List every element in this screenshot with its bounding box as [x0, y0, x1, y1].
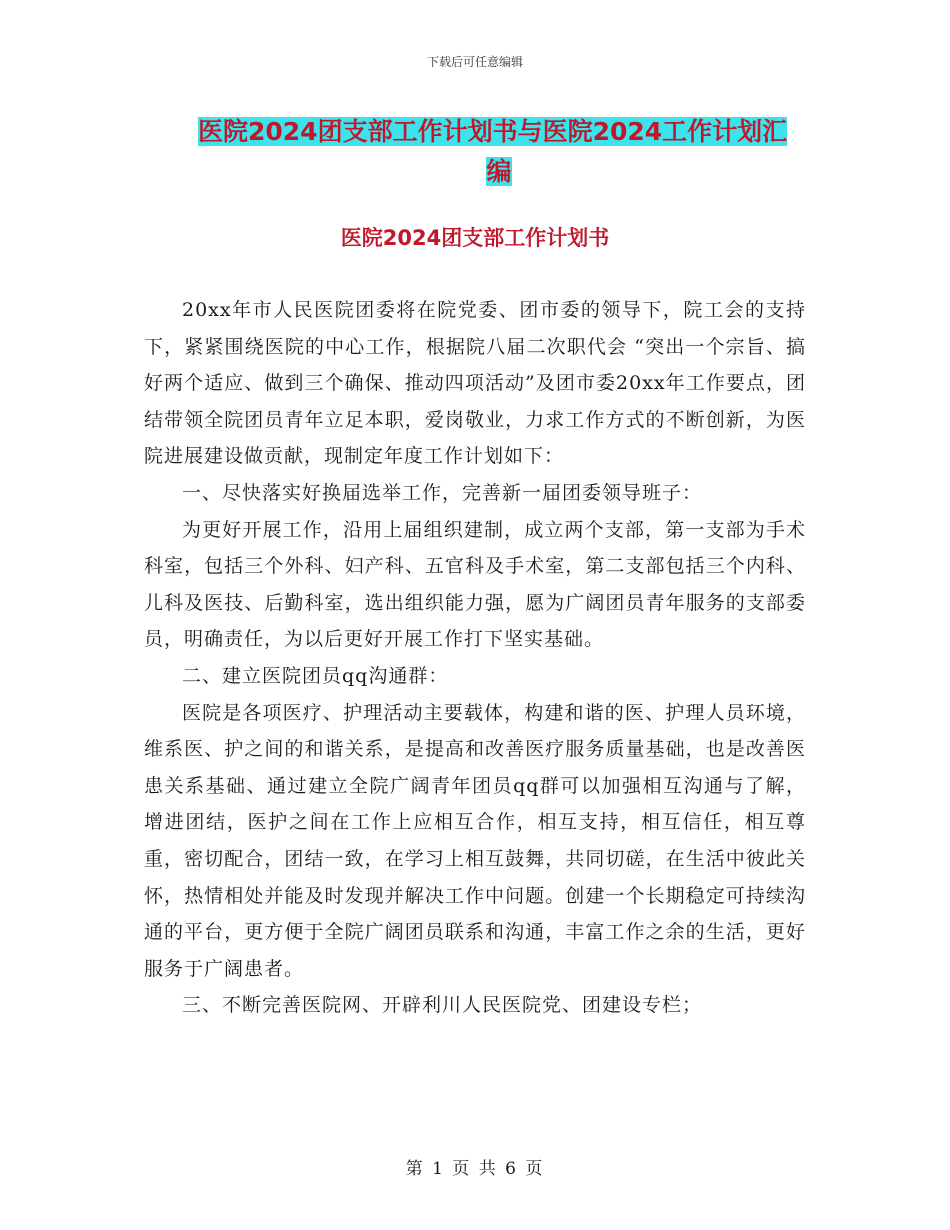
header-note: 下载后可任意编辑 — [426, 55, 523, 69]
heading-item-1: 一、尽快落实好换届选举工作，完善新一届团委领导班子： — [182, 481, 703, 504]
page-footer: 第 1 页 共 6 页 — [405, 1159, 545, 1179]
section-title: 医院2024团支部工作计划书 — [340, 226, 610, 250]
paragraph-item-1: 为更好开展工作，沿用上届组织建制，成立两个支部，第一支部为手术科室，包括三个外科、妇产科、五官科及手术室，第二支部包括三个内科、儿科及医技、后勤科室，选出组织能力强，愿为广阔团员青年服务的支部委员，明确责任，为以后更好开展工作打下坚实基础。 — [144, 518, 806, 651]
paragraph-item-2: 医院是各项医疗、护理活动主要载体，构建和谐的医、护理人员环境，维系医、护之间的和谐关系，是提高和改善医疗服务质量基础，也是改善医患关系基础、通过建立全院广阔青年团员qq群可以加强相互沟通与了解，增进团结，医护之间在工作上应相互合作，相互支持，相互信任，相互尊重，密切配合，团结一致，在学习上相互鼓舞，共同切磋，在生活中彼此关怀，热情相处并能及时发现并解决工作中问题。创建一个长期稳定可持续沟通的平台，更方便于全院广阔团员联系和沟通，丰富工作之余的生活，更好服务于广阔患者。 — [144, 701, 806, 980]
document-title — [198, 112, 808, 192]
heading-item-2: 二、建立医院团员qq沟通群： — [182, 664, 449, 687]
paragraph-intro: 20xx年市人民医院团委将在院党委、团市委的领导下，院工会的支持下，紧紧围绕医院的中心工作，根据院八届二次职代会 “突出一个宗旨、搞好两个适应、做到三个确保、推动四项活动”及团市委20xx年工作要点，团结带领全院团员青年立足本职，爱岗敬业，力求工作方式的不断创新，为医院进展建设做贡献，现制定年度工作计划如下： — [144, 299, 806, 468]
title-line-2: 编 — [486, 157, 512, 186]
title-line-1: 医院2024团支部工作计划书与医院2024工作计划汇 — [198, 117, 788, 146]
body-text — [144, 292, 806, 1024]
heading-item-3: 三、不断完善医院网、开辟利川人民医院党、团建设专栏； — [182, 994, 703, 1017]
